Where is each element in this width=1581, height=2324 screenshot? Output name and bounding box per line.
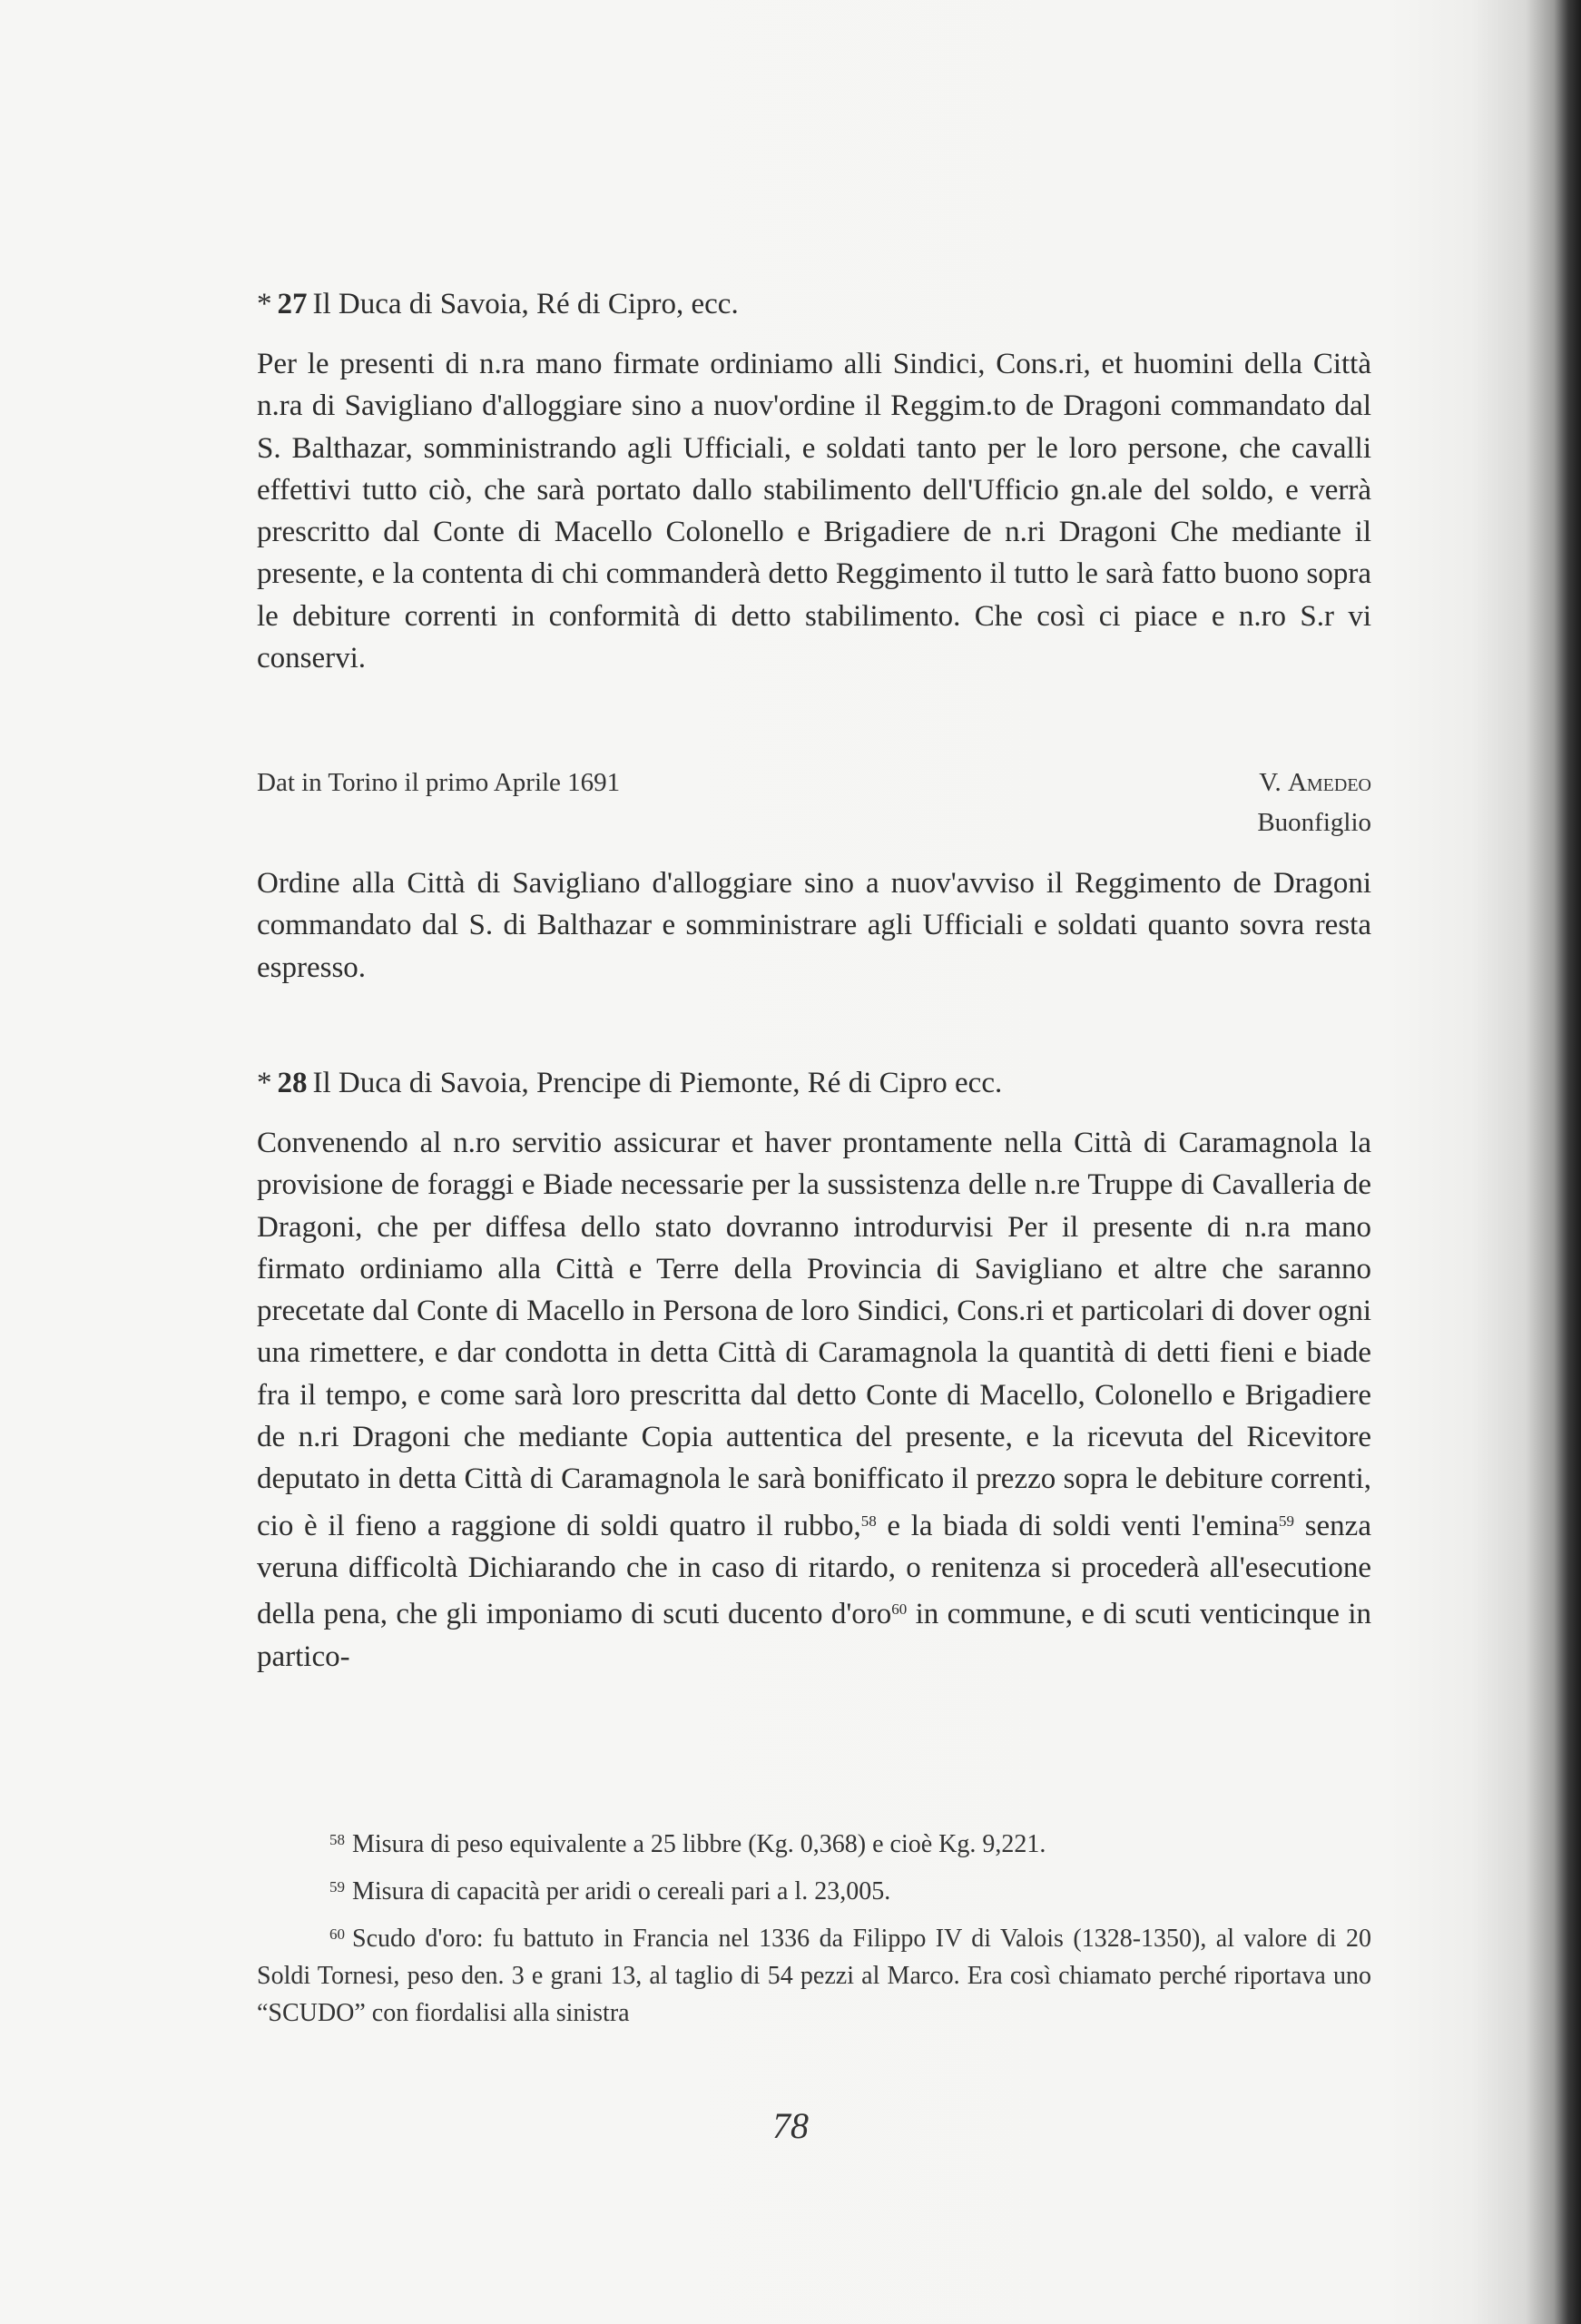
footnote-60-text: Scudo d'oro: fu battuto in Francia nel 1336 da Filippo IV di Valois (1328-1350), al valore di 20 Soldi Tornesi, peso den. 3 e grani 13, al taglio di 54 pezzi al Marco. Era così chiamato perché riportava uno “SCUDO” con fiordalisi alla sinistra <box>257 1925 1371 2027</box>
footnote-ref-58[interactable]: 58 <box>860 1512 877 1530</box>
doc27-title: Il Duca di Savoia, Ré di Cipro, ecc. <box>312 288 739 320</box>
footnotes <box>257 1821 1371 2032</box>
doc28-body <box>257 1122 1371 1678</box>
doc27-body: Per le presenti di n.ra mano firmate ordiniamo alli Sindici, Cons.ri, et huomini della Città n.ra di Savigliano d'alloggiare sino a nuov'ordine il Reggim.to de Dragoni commandato dal S. Balthazar, somministrando agli Ufficiali, e soldati tanto per le loro persone, che cavalli effettivi tutto ciò, che sarà portato dallo stabilimento dell'Ufficio gn.ale del soldo, e verrà prescritto dal Conte di Macello Colonello e Brigadiere de n.ri Dragoni Che mediante il presente, e la contenta di chi commanderà detto Reggimento il tutto le sarà fatto buono sopra le debiture correnti in conformità di detto stabilimento. Che così ci piace e n.ro S.r vi conservi. <box>257 348 1371 675</box>
footnote-59-number: 59 <box>329 1878 345 1896</box>
footnote-60 <box>257 1915 1371 2032</box>
doc27-signatures <box>1257 763 1371 842</box>
doc28-body-part1: Convenendo al n.ro servitio assicurar et haver prontamente nella Città di Caramagnola la provisione de foraggi e Biade necessarie per la sussistenza delle n.re Truppe di Cavalleria de Dragoni, che per diffesa dello stato dovranno introdurvisi Per il presente di n.ra mano firmato ordiniamo alla Città e Terre della Provincia di Savigliano et altre che saranno precetate dal Conte di Macello in Persona de loro Sindici, Cons.ri et particolari di dover ogni una rimettere, e dar condotta in detta Città di Caramagnola la quantità di detti fieni e biade fra il tempo, e come sarà loro prescritta dal detto Conte di Macello, Colonello e Brigadiere de n.ri Dragoni che mediante Copia auttentica del presente, e la ricevuta del Ricevitore deputato in detta Città di Caramagnola le sarà bonifficato il prezzo sopra le debiture correnti, cio è il fieno a raggione di soldi quatro il rubbo, <box>257 1127 1371 1542</box>
footnote-59 <box>329 1868 1371 1910</box>
page-number: 78 <box>772 2105 809 2146</box>
doc27-heading <box>257 283 1371 325</box>
footnote-ref-60[interactable]: 60 <box>891 1600 908 1619</box>
footnote-58-number: 58 <box>329 1831 345 1848</box>
signature-name: Amedeo <box>1287 768 1371 797</box>
doc27-signature-1 <box>1257 763 1371 803</box>
doc28-body-part4: in commune, e di scuti venticinque in partico- <box>257 1598 1371 1673</box>
doc27-date: Dat in Torino il primo Aprile 1691 <box>257 768 621 797</box>
footnote-58-text: Misura di peso equivalente a 25 libbre (Kg. 0,368) e cioè Kg. 9,221. <box>352 1830 1046 1858</box>
doc27-star: * <box>257 288 272 320</box>
footnote-60-number: 60 <box>329 1925 345 1943</box>
signature-initial: V. <box>1259 768 1288 797</box>
footnote-ref-59[interactable]: 59 <box>1279 1512 1295 1530</box>
doc28-star: * <box>257 1067 272 1099</box>
footnote-59-text: Misura di capacità per aridi o cereali pari a l. 23,005. <box>352 1877 891 1905</box>
doc28-heading <box>257 1062 1371 1104</box>
doc27-body-block <box>257 343 1371 679</box>
doc28-number: 28 <box>277 1067 308 1099</box>
doc28-body-block <box>257 1122 1371 1678</box>
doc28-body-part2: e la biada di soldi venti l'emina <box>876 1509 1280 1542</box>
doc28-body-part3: senza veruna difficoltà Dichiarando che in caso di ritardo, o renitenza si procederà all'esecutione della pena, che gli imponiamo di scuti ducento d'oro <box>257 1509 1371 1631</box>
doc27-summary: Ordine alla Città di Savigliano d'alloggiare sino a nuov'avviso il Reggimento de Dragoni commandato dal S. di Balthazar e somministrare agli Ufficiali e soldati quanto sovra resta espresso. <box>257 867 1371 984</box>
doc27-signature-2: Buonfiglio <box>1257 808 1371 837</box>
doc28-title: Il Duca di Savoia, Prencipe di Piemonte, Ré di Cipro ecc. <box>312 1067 1003 1099</box>
footnote-58 <box>329 1821 1371 1863</box>
doc27-summary-block <box>257 862 1371 989</box>
doc27-number: 27 <box>277 288 308 320</box>
